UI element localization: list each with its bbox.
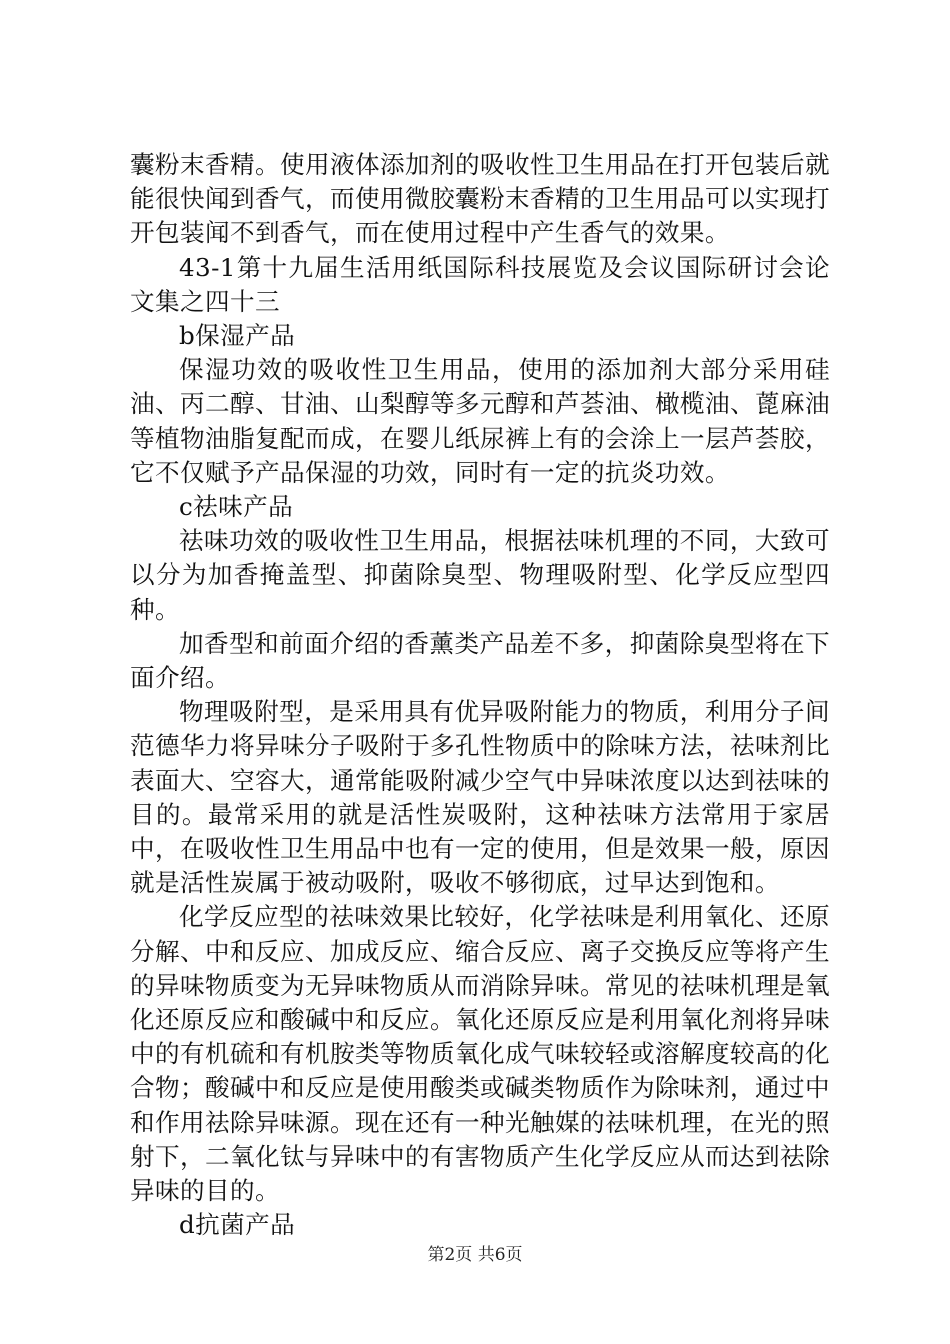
section-heading-deodorizing: c祛味产品 <box>179 492 294 522</box>
section-heading-moisturizing: b保湿产品 <box>179 321 296 351</box>
paragraph-proceedings-note: 43-1第十九届生活用纸国际科技展览及会议国际研讨会论文集之四十三 <box>130 252 830 316</box>
paragraph-physical-adsorption: 物理吸附型，是采用具有优异吸附能力的物质，利用分子间范德华力将异味分子吸附于多孔性物质中的除味方法，祛味剂比表面大、空容大，通常能吸附减少空气中异味浓度以达到祛味的目的。最常采用的就是活性炭吸附，这种祛味方法常用于家居中，在吸收性卫生用品中也有一定的使用，但是效果一般，原因就是活性炭属于被动吸附，吸收不够彻底，过早达到饱和。 <box>130 697 830 898</box>
paragraph-continuation: 囊粉末香精。使用液体添加剂的吸收性卫生用品在打开包装后就能很快闻到香气，而使用微胶囊粉末香精的卫生用品可以实现打开包装闻不到香气，而在使用过程中产生香气的效果。 <box>130 150 830 248</box>
paragraph-chemical-reaction: 化学反应型的祛味效果比较好，化学祛味是利用氧化、还原分解、中和反应、加成反应、缩合反应、离子交换反应等将产生的异味物质变为无异味物质从而消除异味。常见的祛味机理是氧化还原反应和酸碱中和反应。氧化还原反应是利用氧化剂将异味中的有机硫和有机胺类等物质氧化成气味较轻或溶解度较高的化合物；酸碱中和反应是使用酸类或碱类物质作为除味剂，通过中和作用祛除异味源。现在还有一种光触媒的祛味机理，在光的照射下，二氧化钛与异味中的有害物质产生化学反应从而达到祛除异味的目的。 <box>130 902 830 1206</box>
paragraph-moisturizing: 保湿功效的吸收性卫生用品，使用的添加剂大部分采用硅油、丙二醇、甘油、山梨醇等多元醇和芦荟油、橄榄油、蓖麻油等植物油脂复配而成，在婴儿纸尿裤上有的会涂上一层芦荟胶，它不仅赋予产品保湿的功效，同时有一定的抗炎功效。 <box>130 355 830 487</box>
page-number-footer: 第2页 共6页 <box>427 1245 523 1265</box>
paragraph-deodorizing-types: 祛味功效的吸收性卫生用品，根据祛味机理的不同，大致可以分为加香掩盖型、抑菌除臭型、物理吸附型、化学反应型四种。 <box>130 526 830 624</box>
paragraph-fragrance-type: 加香型和前面介绍的香薰类产品差不多，抑菌除臭型将在下面介绍。 <box>130 628 830 693</box>
section-heading-antibacterial: d抗菌产品 <box>179 1210 296 1240</box>
document-body <box>130 148 830 1243</box>
